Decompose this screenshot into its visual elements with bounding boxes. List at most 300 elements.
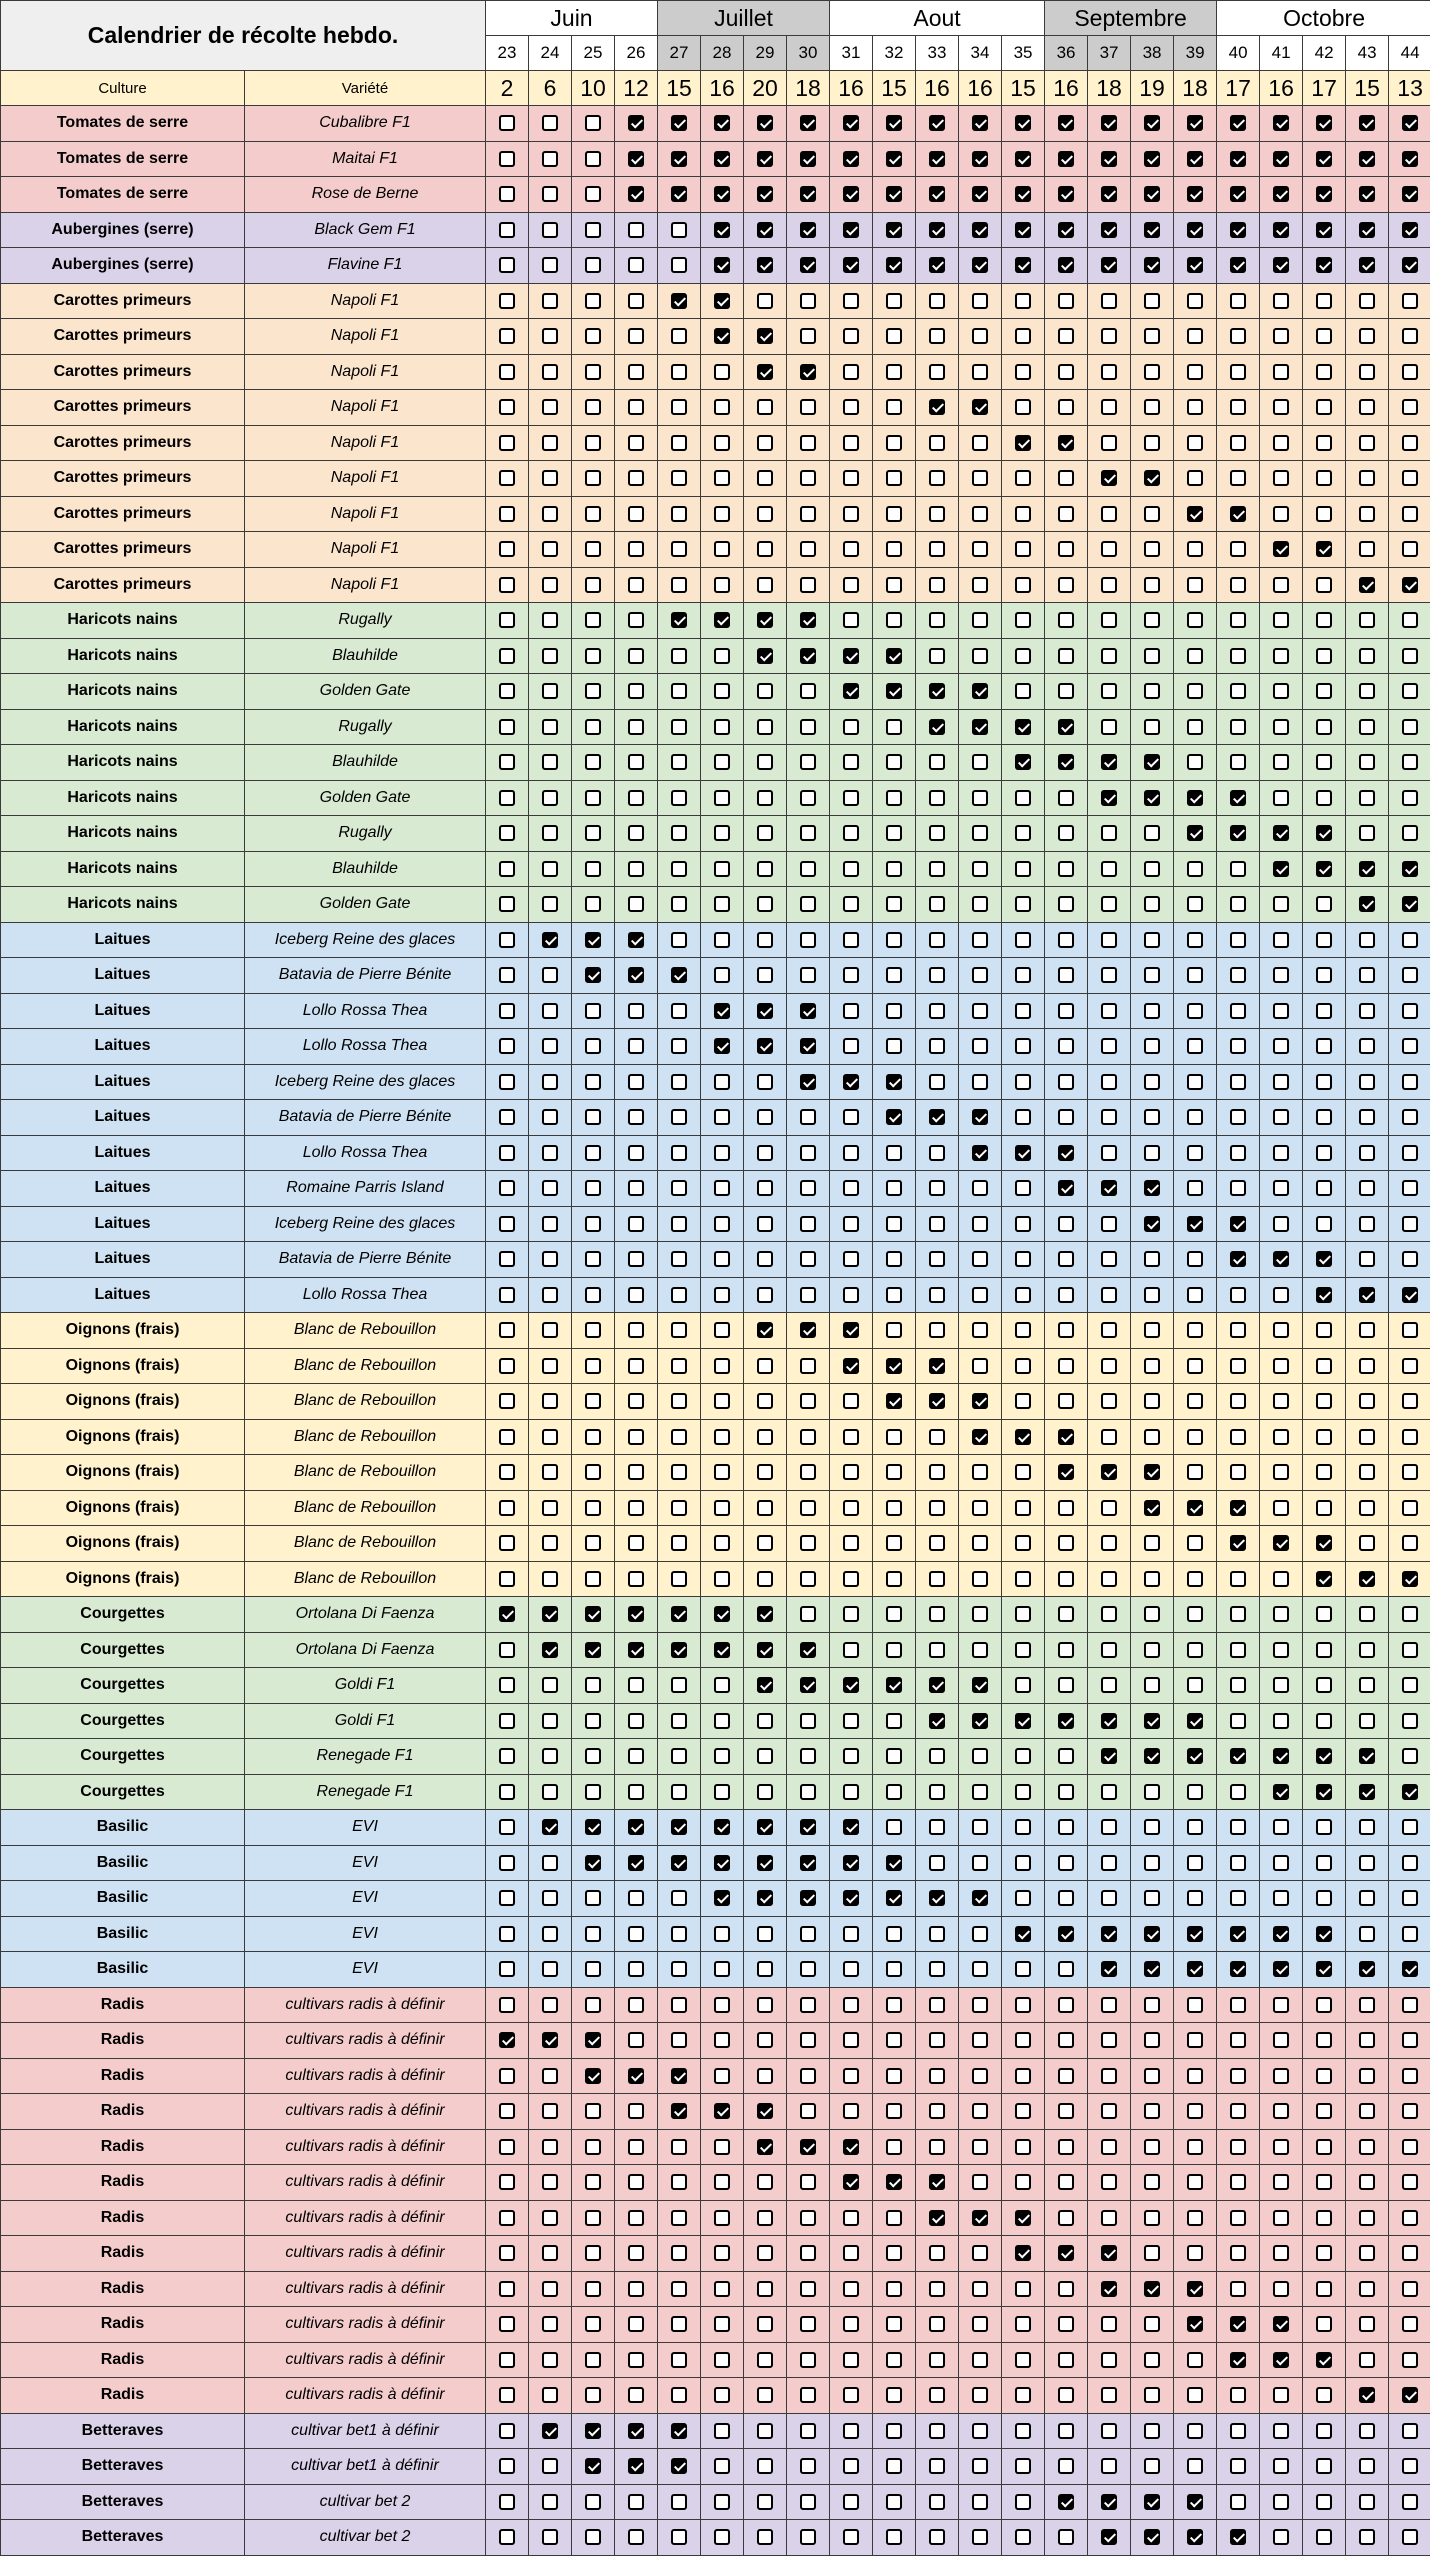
unchecked-checkbox[interactable] — [1316, 364, 1332, 380]
unchecked-checkbox[interactable] — [800, 1180, 816, 1196]
unchecked-checkbox[interactable] — [628, 2103, 644, 2119]
checked-checkbox[interactable] — [843, 186, 859, 202]
unchecked-checkbox[interactable] — [585, 541, 601, 557]
unchecked-checkbox[interactable] — [1187, 1109, 1203, 1125]
unchecked-checkbox[interactable] — [542, 1251, 558, 1267]
unchecked-checkbox[interactable] — [1402, 2032, 1418, 2048]
unchecked-checkbox[interactable] — [542, 825, 558, 841]
checked-checkbox[interactable] — [1058, 435, 1074, 451]
checked-checkbox[interactable] — [1101, 115, 1117, 131]
unchecked-checkbox[interactable] — [1015, 2316, 1031, 2332]
unchecked-checkbox[interactable] — [843, 2387, 859, 2403]
unchecked-checkbox[interactable] — [843, 1535, 859, 1551]
unchecked-checkbox[interactable] — [800, 1571, 816, 1587]
unchecked-checkbox[interactable] — [929, 2139, 945, 2155]
unchecked-checkbox[interactable] — [1144, 1287, 1160, 1303]
unchecked-checkbox[interactable] — [886, 1535, 902, 1551]
unchecked-checkbox[interactable] — [929, 1500, 945, 1516]
unchecked-checkbox[interactable] — [628, 1961, 644, 1977]
unchecked-checkbox[interactable] — [843, 1926, 859, 1942]
unchecked-checkbox[interactable] — [1230, 2245, 1246, 2261]
unchecked-checkbox[interactable] — [800, 1429, 816, 1445]
checked-checkbox[interactable] — [757, 648, 773, 664]
unchecked-checkbox[interactable] — [800, 932, 816, 948]
unchecked-checkbox[interactable] — [800, 719, 816, 735]
unchecked-checkbox[interactable] — [1058, 790, 1074, 806]
checked-checkbox[interactable] — [1144, 1180, 1160, 1196]
unchecked-checkbox[interactable] — [628, 1074, 644, 1090]
checked-checkbox[interactable] — [972, 719, 988, 735]
unchecked-checkbox[interactable] — [1230, 683, 1246, 699]
unchecked-checkbox[interactable] — [1402, 1926, 1418, 1942]
checked-checkbox[interactable] — [1316, 541, 1332, 557]
unchecked-checkbox[interactable] — [1359, 967, 1375, 983]
unchecked-checkbox[interactable] — [1359, 683, 1375, 699]
unchecked-checkbox[interactable] — [929, 1819, 945, 1835]
unchecked-checkbox[interactable] — [1187, 1890, 1203, 1906]
unchecked-checkbox[interactable] — [1273, 932, 1289, 948]
unchecked-checkbox[interactable] — [671, 2352, 687, 2368]
unchecked-checkbox[interactable] — [542, 967, 558, 983]
unchecked-checkbox[interactable] — [628, 825, 644, 841]
unchecked-checkbox[interactable] — [628, 257, 644, 273]
unchecked-checkbox[interactable] — [757, 1074, 773, 1090]
unchecked-checkbox[interactable] — [1101, 1784, 1117, 1800]
unchecked-checkbox[interactable] — [929, 541, 945, 557]
unchecked-checkbox[interactable] — [671, 2139, 687, 2155]
checked-checkbox[interactable] — [714, 1855, 730, 1871]
unchecked-checkbox[interactable] — [972, 2458, 988, 2474]
checked-checkbox[interactable] — [671, 186, 687, 202]
unchecked-checkbox[interactable] — [585, 1322, 601, 1338]
checked-checkbox[interactable] — [1015, 1429, 1031, 1445]
unchecked-checkbox[interactable] — [628, 1003, 644, 1019]
checked-checkbox[interactable] — [585, 2458, 601, 2474]
checked-checkbox[interactable] — [1273, 861, 1289, 877]
unchecked-checkbox[interactable] — [800, 1535, 816, 1551]
unchecked-checkbox[interactable] — [1058, 648, 1074, 664]
checked-checkbox[interactable] — [1058, 1713, 1074, 1729]
unchecked-checkbox[interactable] — [1101, 1251, 1117, 1267]
unchecked-checkbox[interactable] — [886, 1180, 902, 1196]
unchecked-checkbox[interactable] — [499, 1926, 515, 1942]
unchecked-checkbox[interactable] — [800, 1251, 816, 1267]
checked-checkbox[interactable] — [886, 1358, 902, 1374]
unchecked-checkbox[interactable] — [886, 2423, 902, 2439]
unchecked-checkbox[interactable] — [800, 2494, 816, 2510]
unchecked-checkbox[interactable] — [499, 399, 515, 415]
unchecked-checkbox[interactable] — [1402, 470, 1418, 486]
unchecked-checkbox[interactable] — [1402, 790, 1418, 806]
unchecked-checkbox[interactable] — [671, 1997, 687, 2013]
unchecked-checkbox[interactable] — [1230, 364, 1246, 380]
unchecked-checkbox[interactable] — [628, 648, 644, 664]
unchecked-checkbox[interactable] — [1316, 2281, 1332, 2297]
unchecked-checkbox[interactable] — [1230, 1322, 1246, 1338]
unchecked-checkbox[interactable] — [886, 1713, 902, 1729]
unchecked-checkbox[interactable] — [585, 1003, 601, 1019]
checked-checkbox[interactable] — [1230, 790, 1246, 806]
unchecked-checkbox[interactable] — [714, 648, 730, 664]
unchecked-checkbox[interactable] — [1058, 2387, 1074, 2403]
unchecked-checkbox[interactable] — [1101, 2139, 1117, 2155]
unchecked-checkbox[interactable] — [1359, 2316, 1375, 2332]
unchecked-checkbox[interactable] — [1316, 1003, 1332, 1019]
unchecked-checkbox[interactable] — [714, 2423, 730, 2439]
unchecked-checkbox[interactable] — [585, 1748, 601, 1764]
unchecked-checkbox[interactable] — [1359, 825, 1375, 841]
unchecked-checkbox[interactable] — [1015, 1500, 1031, 1516]
checked-checkbox[interactable] — [714, 1642, 730, 1658]
unchecked-checkbox[interactable] — [628, 1180, 644, 1196]
unchecked-checkbox[interactable] — [1187, 1855, 1203, 1871]
unchecked-checkbox[interactable] — [757, 683, 773, 699]
unchecked-checkbox[interactable] — [972, 1287, 988, 1303]
checked-checkbox[interactable] — [1359, 1748, 1375, 1764]
unchecked-checkbox[interactable] — [1359, 1393, 1375, 1409]
unchecked-checkbox[interactable] — [585, 151, 601, 167]
unchecked-checkbox[interactable] — [542, 1677, 558, 1693]
unchecked-checkbox[interactable] — [972, 612, 988, 628]
unchecked-checkbox[interactable] — [800, 683, 816, 699]
unchecked-checkbox[interactable] — [800, 1997, 816, 2013]
unchecked-checkbox[interactable] — [714, 2139, 730, 2155]
checked-checkbox[interactable] — [1015, 1713, 1031, 1729]
unchecked-checkbox[interactable] — [1144, 932, 1160, 948]
unchecked-checkbox[interactable] — [714, 896, 730, 912]
unchecked-checkbox[interactable] — [1316, 1500, 1332, 1516]
unchecked-checkbox[interactable] — [929, 1429, 945, 1445]
unchecked-checkbox[interactable] — [972, 1003, 988, 1019]
unchecked-checkbox[interactable] — [1316, 328, 1332, 344]
unchecked-checkbox[interactable] — [843, 2281, 859, 2297]
unchecked-checkbox[interactable] — [1359, 1003, 1375, 1019]
checked-checkbox[interactable] — [757, 364, 773, 380]
checked-checkbox[interactable] — [499, 2032, 515, 2048]
checked-checkbox[interactable] — [1402, 577, 1418, 593]
unchecked-checkbox[interactable] — [585, 506, 601, 522]
unchecked-checkbox[interactable] — [628, 2032, 644, 2048]
unchecked-checkbox[interactable] — [843, 435, 859, 451]
unchecked-checkbox[interactable] — [1144, 1038, 1160, 1054]
unchecked-checkbox[interactable] — [972, 2103, 988, 2119]
unchecked-checkbox[interactable] — [714, 719, 730, 735]
checked-checkbox[interactable] — [843, 2139, 859, 2155]
unchecked-checkbox[interactable] — [542, 293, 558, 309]
unchecked-checkbox[interactable] — [628, 1997, 644, 2013]
unchecked-checkbox[interactable] — [542, 1358, 558, 1374]
unchecked-checkbox[interactable] — [1101, 506, 1117, 522]
checked-checkbox[interactable] — [1359, 1784, 1375, 1800]
unchecked-checkbox[interactable] — [499, 1287, 515, 1303]
checked-checkbox[interactable] — [1058, 1429, 1074, 1445]
unchecked-checkbox[interactable] — [1144, 399, 1160, 415]
unchecked-checkbox[interactable] — [929, 1287, 945, 1303]
unchecked-checkbox[interactable] — [542, 754, 558, 770]
unchecked-checkbox[interactable] — [1144, 2103, 1160, 2119]
unchecked-checkbox[interactable] — [499, 1677, 515, 1693]
unchecked-checkbox[interactable] — [1015, 506, 1031, 522]
unchecked-checkbox[interactable] — [972, 1606, 988, 1622]
unchecked-checkbox[interactable] — [1058, 1287, 1074, 1303]
unchecked-checkbox[interactable] — [843, 1713, 859, 1729]
unchecked-checkbox[interactable] — [757, 1961, 773, 1977]
unchecked-checkbox[interactable] — [1058, 2352, 1074, 2368]
unchecked-checkbox[interactable] — [671, 1571, 687, 1587]
unchecked-checkbox[interactable] — [929, 506, 945, 522]
unchecked-checkbox[interactable] — [843, 577, 859, 593]
unchecked-checkbox[interactable] — [1359, 2032, 1375, 2048]
checked-checkbox[interactable] — [757, 612, 773, 628]
unchecked-checkbox[interactable] — [542, 1145, 558, 1161]
unchecked-checkbox[interactable] — [1187, 2103, 1203, 2119]
checked-checkbox[interactable] — [1101, 1961, 1117, 1977]
unchecked-checkbox[interactable] — [1187, 612, 1203, 628]
checked-checkbox[interactable] — [929, 151, 945, 167]
unchecked-checkbox[interactable] — [628, 435, 644, 451]
checked-checkbox[interactable] — [671, 1855, 687, 1871]
unchecked-checkbox[interactable] — [1101, 2458, 1117, 2474]
unchecked-checkbox[interactable] — [1101, 328, 1117, 344]
unchecked-checkbox[interactable] — [671, 364, 687, 380]
unchecked-checkbox[interactable] — [628, 364, 644, 380]
unchecked-checkbox[interactable] — [628, 1571, 644, 1587]
unchecked-checkbox[interactable] — [1359, 2139, 1375, 2155]
unchecked-checkbox[interactable] — [1101, 1109, 1117, 1125]
unchecked-checkbox[interactable] — [1230, 896, 1246, 912]
unchecked-checkbox[interactable] — [1316, 2458, 1332, 2474]
unchecked-checkbox[interactable] — [1187, 719, 1203, 735]
unchecked-checkbox[interactable] — [1230, 1606, 1246, 1622]
unchecked-checkbox[interactable] — [972, 2281, 988, 2297]
unchecked-checkbox[interactable] — [972, 2139, 988, 2155]
checked-checkbox[interactable] — [843, 222, 859, 238]
unchecked-checkbox[interactable] — [499, 2352, 515, 2368]
unchecked-checkbox[interactable] — [585, 435, 601, 451]
checked-checkbox[interactable] — [1273, 825, 1289, 841]
checked-checkbox[interactable] — [542, 1606, 558, 1622]
checked-checkbox[interactable] — [1230, 1961, 1246, 1977]
unchecked-checkbox[interactable] — [886, 932, 902, 948]
unchecked-checkbox[interactable] — [1144, 967, 1160, 983]
unchecked-checkbox[interactable] — [1316, 435, 1332, 451]
checked-checkbox[interactable] — [1101, 470, 1117, 486]
unchecked-checkbox[interactable] — [1058, 1748, 1074, 1764]
unchecked-checkbox[interactable] — [714, 1287, 730, 1303]
unchecked-checkbox[interactable] — [499, 1393, 515, 1409]
unchecked-checkbox[interactable] — [1359, 2529, 1375, 2545]
unchecked-checkbox[interactable] — [628, 1358, 644, 1374]
unchecked-checkbox[interactable] — [1230, 2423, 1246, 2439]
unchecked-checkbox[interactable] — [714, 1784, 730, 1800]
unchecked-checkbox[interactable] — [757, 861, 773, 877]
unchecked-checkbox[interactable] — [757, 790, 773, 806]
unchecked-checkbox[interactable] — [1015, 1003, 1031, 1019]
checked-checkbox[interactable] — [843, 1677, 859, 1693]
checked-checkbox[interactable] — [929, 1358, 945, 1374]
unchecked-checkbox[interactable] — [800, 1145, 816, 1161]
unchecked-checkbox[interactable] — [757, 2316, 773, 2332]
unchecked-checkbox[interactable] — [585, 1038, 601, 1054]
unchecked-checkbox[interactable] — [843, 1003, 859, 1019]
checked-checkbox[interactable] — [1187, 1748, 1203, 1764]
unchecked-checkbox[interactable] — [757, 1287, 773, 1303]
checked-checkbox[interactable] — [929, 186, 945, 202]
unchecked-checkbox[interactable] — [671, 1358, 687, 1374]
unchecked-checkbox[interactable] — [671, 1287, 687, 1303]
unchecked-checkbox[interactable] — [542, 1890, 558, 1906]
unchecked-checkbox[interactable] — [800, 861, 816, 877]
unchecked-checkbox[interactable] — [1144, 612, 1160, 628]
unchecked-checkbox[interactable] — [542, 612, 558, 628]
unchecked-checkbox[interactable] — [929, 1748, 945, 1764]
unchecked-checkbox[interactable] — [1230, 612, 1246, 628]
unchecked-checkbox[interactable] — [1359, 1038, 1375, 1054]
unchecked-checkbox[interactable] — [1058, 612, 1074, 628]
unchecked-checkbox[interactable] — [1316, 1890, 1332, 1906]
unchecked-checkbox[interactable] — [886, 719, 902, 735]
unchecked-checkbox[interactable] — [714, 541, 730, 557]
unchecked-checkbox[interactable] — [628, 1890, 644, 1906]
checked-checkbox[interactable] — [757, 1642, 773, 1658]
checked-checkbox[interactable] — [757, 1038, 773, 1054]
checked-checkbox[interactable] — [671, 115, 687, 131]
checked-checkbox[interactable] — [800, 648, 816, 664]
unchecked-checkbox[interactable] — [1402, 1216, 1418, 1232]
unchecked-checkbox[interactable] — [1058, 1784, 1074, 1800]
unchecked-checkbox[interactable] — [1058, 967, 1074, 983]
checked-checkbox[interactable] — [800, 612, 816, 628]
checked-checkbox[interactable] — [1101, 1713, 1117, 1729]
unchecked-checkbox[interactable] — [714, 2458, 730, 2474]
unchecked-checkbox[interactable] — [1058, 1003, 1074, 1019]
unchecked-checkbox[interactable] — [628, 612, 644, 628]
unchecked-checkbox[interactable] — [542, 1571, 558, 1587]
checked-checkbox[interactable] — [1273, 1251, 1289, 1267]
unchecked-checkbox[interactable] — [671, 1003, 687, 1019]
unchecked-checkbox[interactable] — [1359, 1358, 1375, 1374]
unchecked-checkbox[interactable] — [714, 1677, 730, 1693]
unchecked-checkbox[interactable] — [1316, 2032, 1332, 2048]
unchecked-checkbox[interactable] — [671, 2032, 687, 2048]
unchecked-checkbox[interactable] — [800, 541, 816, 557]
checked-checkbox[interactable] — [1402, 896, 1418, 912]
unchecked-checkbox[interactable] — [1273, 1819, 1289, 1835]
unchecked-checkbox[interactable] — [886, 1997, 902, 2013]
checked-checkbox[interactable] — [800, 1677, 816, 1693]
unchecked-checkbox[interactable] — [1144, 1145, 1160, 1161]
unchecked-checkbox[interactable] — [1359, 435, 1375, 451]
unchecked-checkbox[interactable] — [585, 2245, 601, 2261]
unchecked-checkbox[interactable] — [1402, 1180, 1418, 1196]
unchecked-checkbox[interactable] — [585, 364, 601, 380]
unchecked-checkbox[interactable] — [714, 1429, 730, 1445]
unchecked-checkbox[interactable] — [843, 1038, 859, 1054]
unchecked-checkbox[interactable] — [1058, 2458, 1074, 2474]
checked-checkbox[interactable] — [1187, 1961, 1203, 1977]
unchecked-checkbox[interactable] — [1101, 719, 1117, 735]
unchecked-checkbox[interactable] — [1058, 2210, 1074, 2226]
unchecked-checkbox[interactable] — [1058, 1251, 1074, 1267]
unchecked-checkbox[interactable] — [1316, 2174, 1332, 2190]
unchecked-checkbox[interactable] — [972, 754, 988, 770]
unchecked-checkbox[interactable] — [542, 2245, 558, 2261]
checked-checkbox[interactable] — [1101, 754, 1117, 770]
unchecked-checkbox[interactable] — [1187, 967, 1203, 983]
unchecked-checkbox[interactable] — [585, 577, 601, 593]
unchecked-checkbox[interactable] — [714, 577, 730, 593]
unchecked-checkbox[interactable] — [1316, 648, 1332, 664]
unchecked-checkbox[interactable] — [1230, 1429, 1246, 1445]
unchecked-checkbox[interactable] — [843, 2103, 859, 2119]
unchecked-checkbox[interactable] — [1058, 1855, 1074, 1871]
checked-checkbox[interactable] — [886, 1393, 902, 1409]
unchecked-checkbox[interactable] — [1316, 1855, 1332, 1871]
unchecked-checkbox[interactable] — [1273, 364, 1289, 380]
checked-checkbox[interactable] — [929, 1890, 945, 1906]
checked-checkbox[interactable] — [1316, 1926, 1332, 1942]
unchecked-checkbox[interactable] — [499, 222, 515, 238]
unchecked-checkbox[interactable] — [671, 1713, 687, 1729]
unchecked-checkbox[interactable] — [1273, 1997, 1289, 2013]
unchecked-checkbox[interactable] — [585, 861, 601, 877]
unchecked-checkbox[interactable] — [1273, 1109, 1289, 1125]
checked-checkbox[interactable] — [929, 1109, 945, 1125]
unchecked-checkbox[interactable] — [1402, 1890, 1418, 1906]
unchecked-checkbox[interactable] — [1316, 683, 1332, 699]
unchecked-checkbox[interactable] — [1273, 1216, 1289, 1232]
unchecked-checkbox[interactable] — [800, 896, 816, 912]
unchecked-checkbox[interactable] — [671, 1216, 687, 1232]
checked-checkbox[interactable] — [714, 1606, 730, 1622]
unchecked-checkbox[interactable] — [1187, 364, 1203, 380]
checked-checkbox[interactable] — [542, 1642, 558, 1658]
unchecked-checkbox[interactable] — [499, 1322, 515, 1338]
unchecked-checkbox[interactable] — [800, 2103, 816, 2119]
unchecked-checkbox[interactable] — [1058, 1642, 1074, 1658]
checked-checkbox[interactable] — [1273, 222, 1289, 238]
unchecked-checkbox[interactable] — [499, 1109, 515, 1125]
checked-checkbox[interactable] — [542, 2032, 558, 2048]
unchecked-checkbox[interactable] — [800, 754, 816, 770]
checked-checkbox[interactable] — [972, 257, 988, 273]
checked-checkbox[interactable] — [843, 1819, 859, 1835]
unchecked-checkbox[interactable] — [542, 1784, 558, 1800]
checked-checkbox[interactable] — [542, 1819, 558, 1835]
unchecked-checkbox[interactable] — [628, 1926, 644, 1942]
checked-checkbox[interactable] — [1015, 435, 1031, 451]
unchecked-checkbox[interactable] — [1144, 1677, 1160, 1693]
unchecked-checkbox[interactable] — [1359, 1606, 1375, 1622]
checked-checkbox[interactable] — [1316, 1748, 1332, 1764]
unchecked-checkbox[interactable] — [1359, 754, 1375, 770]
unchecked-checkbox[interactable] — [886, 825, 902, 841]
unchecked-checkbox[interactable] — [843, 825, 859, 841]
unchecked-checkbox[interactable] — [499, 2210, 515, 2226]
unchecked-checkbox[interactable] — [972, 896, 988, 912]
unchecked-checkbox[interactable] — [542, 2529, 558, 2545]
unchecked-checkbox[interactable] — [843, 1109, 859, 1125]
checked-checkbox[interactable] — [800, 115, 816, 131]
unchecked-checkbox[interactable] — [929, 2103, 945, 2119]
unchecked-checkbox[interactable] — [1187, 932, 1203, 948]
checked-checkbox[interactable] — [1101, 222, 1117, 238]
unchecked-checkbox[interactable] — [1101, 1819, 1117, 1835]
unchecked-checkbox[interactable] — [757, 1571, 773, 1587]
unchecked-checkbox[interactable] — [1058, 2068, 1074, 2084]
unchecked-checkbox[interactable] — [1316, 2494, 1332, 2510]
unchecked-checkbox[interactable] — [886, 2281, 902, 2297]
